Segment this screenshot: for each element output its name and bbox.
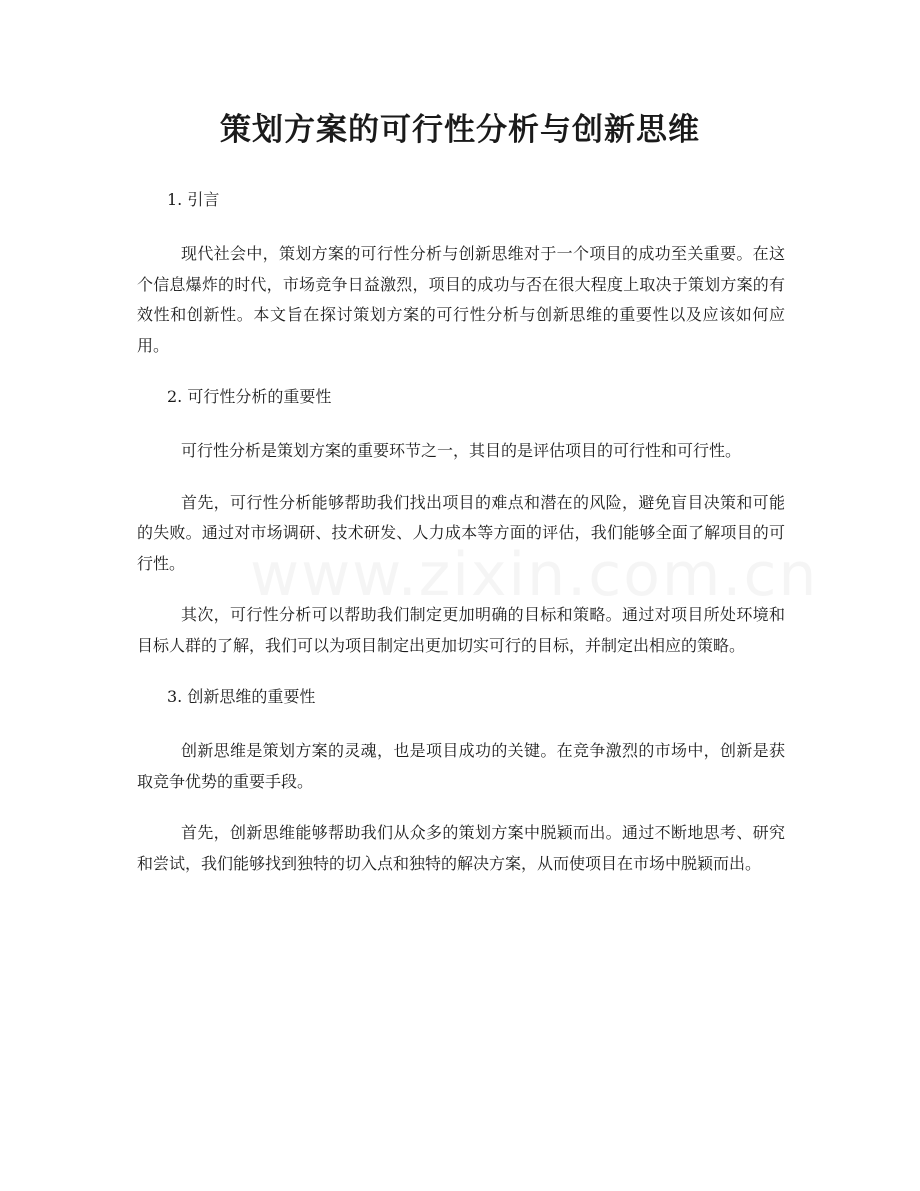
paragraph: 创新思维是策划方案的灵魂，也是项目成功的关键。在竞争激烈的市场中，创新是获取竞争优势的重要手段。 [137,741,785,791]
section-feasibility [137,382,785,661]
paragraph: 现代社会中，策划方案的可行性分析与创新思维对于一个项目的成功至关重要。在这个信息爆炸的时代，市场竞争日益激烈，项目的成功与否在很大程度上取决于策划方案的有效性和创新性。本文旨在探讨策划方案的可行性分析与创新思维的重要性以及应该如何应用。 [137,244,785,355]
paragraph: 首先，创新思维能够帮助我们从众多的策划方案中脱颖而出。通过不断地思考、研究和尝试，我们能够找到独特的切入点和独特的解决方案，从而使项目在市场中脱颖而出。 [137,823,785,873]
paragraph: 首先，可行性分析能够帮助我们找出项目的难点和潜在的风险，避免盲目决策和可能的失败。通过对市场调研、技术研发、人力成本等方面的评估，我们能够全面了解项目的可行性。 [137,492,785,573]
document-title: 策划方案的可行性分析与创新思维 [220,112,700,148]
paragraph: 可行性分析是策划方案的重要环节之一，其目的是评估项目的可行性和可行性。 [181,441,742,460]
section-introduction [137,185,785,361]
document-body [137,185,785,900]
section-heading: 1. 引言 [167,190,220,209]
paragraph: 其次，可行性分析可以帮助我们制定更加明确的目标和策略。通过对项目所处环境和目标人群的了解，我们可以为项目制定出更加切实可行的目标，并制定出相应的策略。 [137,605,785,655]
section-heading: 2. 可行性分析的重要性 [167,387,332,406]
section-heading: 3. 创新思维的重要性 [167,687,316,706]
section-innovation [137,682,785,879]
watermark: www.zixin.com.cn [250,540,819,610]
